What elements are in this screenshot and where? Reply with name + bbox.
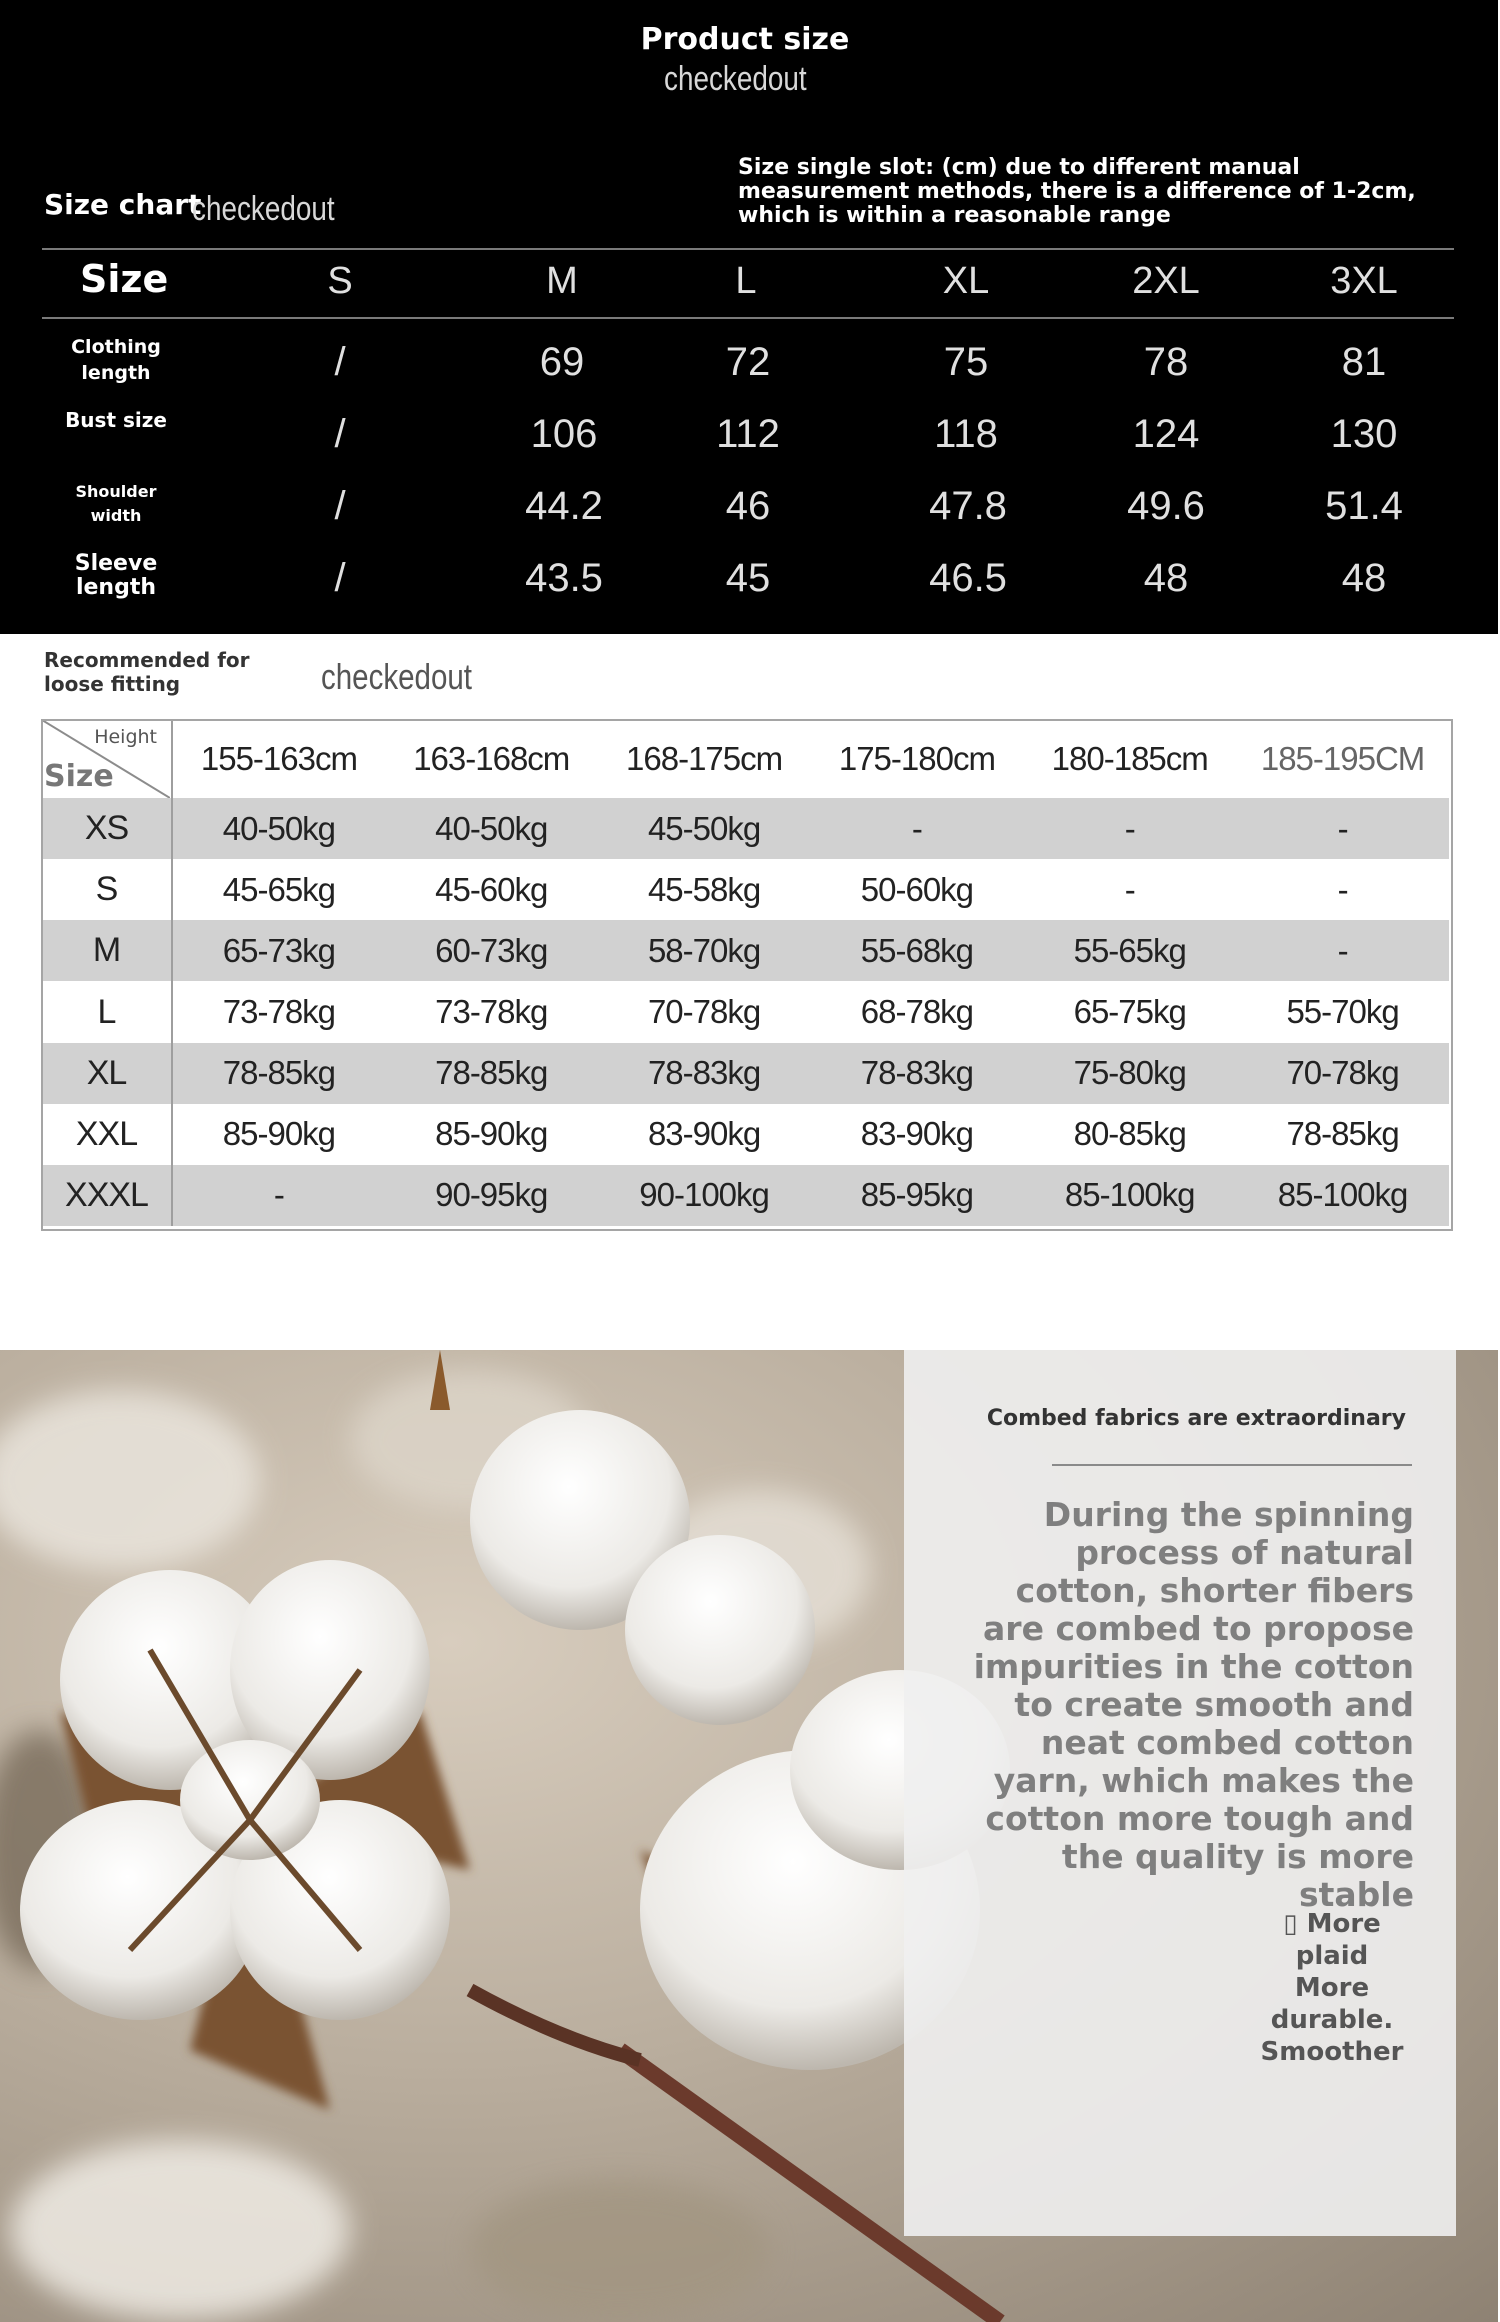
cell: 46: [725, 484, 771, 528]
measurement-note: Size single slot: (cm) due to different manual measurement methods, there is a difference of 1-2cm, which is within a reasonable range: [738, 155, 1416, 228]
fabric-title: Combed fabrics are extraordinary: [986, 1406, 1406, 1431]
weight-cell: 80-85kg: [1023, 1104, 1236, 1165]
row-label-clothing-length: Clothing length: [71, 336, 161, 384]
weight-cell: 75-80kg: [1023, 1043, 1236, 1104]
size-col-3xl: 3XL: [1330, 260, 1398, 302]
size-cell: M: [42, 920, 172, 981]
weight-cell: 85-100kg: [1236, 1165, 1449, 1226]
weight-cell: 60-73kg: [385, 920, 598, 981]
height-header: 180-185cm: [1023, 720, 1236, 798]
divider: [42, 248, 1454, 250]
table-corner: [42, 720, 172, 798]
weight-cell: 90-100kg: [598, 1165, 811, 1226]
row-label-sleeve-length: Sleeve length: [74, 551, 158, 600]
size-col-l: L: [735, 260, 757, 302]
weight-cell: 45-65kg: [172, 859, 385, 920]
divider: [1052, 1464, 1412, 1466]
cell: /: [334, 412, 346, 456]
size-cell: L: [42, 981, 172, 1042]
cell: 48: [1341, 556, 1387, 600]
cell: 46.5: [929, 556, 1007, 600]
height-axis-label: Height: [94, 726, 157, 748]
feature-item: More durable.: [1270, 1973, 1394, 2035]
weight-cell: 40-50kg: [385, 798, 598, 859]
weight-cell: -: [172, 1165, 385, 1226]
table-row: [42, 981, 1449, 1042]
weight-cell: 78-85kg: [172, 1043, 385, 1104]
height-header: 185-195CM: [1236, 720, 1449, 798]
weight-cell: -: [1023, 859, 1236, 920]
weight-cell: 58-70kg: [598, 920, 811, 981]
size-col-m: M: [546, 260, 578, 302]
cell: 81: [1341, 340, 1387, 384]
cell: 130: [1330, 412, 1398, 456]
cell: 75: [943, 340, 989, 384]
feature-item: ▯ More plaid: [1283, 1909, 1381, 1971]
size-cell: XS: [42, 798, 172, 859]
weight-cell: 40-50kg: [172, 798, 385, 859]
weight-cell: 90-95kg: [385, 1165, 598, 1226]
cell: 51.4: [1325, 484, 1403, 528]
cell: 124: [1132, 412, 1200, 456]
cell: 106: [530, 412, 598, 456]
cell: 47.8: [929, 484, 1007, 528]
weight-cell: 55-65kg: [1023, 920, 1236, 981]
cell: 78: [1143, 340, 1189, 384]
size-cell: XXXL: [42, 1165, 172, 1226]
size-chart-section: [0, 0, 1498, 634]
weight-cell: 83-90kg: [598, 1104, 811, 1165]
feature-list: [1252, 1908, 1412, 2068]
weight-cell: -: [1236, 920, 1449, 981]
weight-cell: 78-85kg: [385, 1043, 598, 1104]
recommend-label: Recommended for loose fitting: [44, 648, 250, 696]
height-header: 155-163cm: [172, 720, 385, 798]
brand-watermark: checkedout: [664, 60, 807, 98]
weight-cell: 85-100kg: [1023, 1165, 1236, 1226]
divider: [42, 317, 1454, 319]
table-row: [42, 920, 1449, 981]
weight-cell: -: [1023, 798, 1236, 859]
table-row: [42, 1104, 1449, 1165]
feature-item: Smoother: [1260, 2037, 1404, 2067]
size-col-s: S: [327, 260, 353, 302]
weight-cell: 85-95kg: [810, 1165, 1023, 1226]
brand-watermark: checkedout: [321, 656, 472, 697]
weight-cell: 78-85kg: [1236, 1104, 1449, 1165]
cell: /: [334, 340, 346, 384]
weight-cell: 45-60kg: [385, 859, 598, 920]
weight-cell: 55-70kg: [1236, 981, 1449, 1042]
cotton-photo: [0, 1350, 1498, 2322]
weight-cell: 78-83kg: [810, 1043, 1023, 1104]
fabric-description: During the spinning process of natural cotton, shorter fibers are combed to propose impurities in the cotton to create smooth and neat combed cotton yarn, which makes the cotton more tough and the quality is more stable: [973, 1495, 1414, 1914]
size-chart-label: Size chart: [44, 188, 202, 221]
cell: /: [334, 484, 346, 528]
brand-watermark: checkedout: [192, 190, 335, 228]
size-cell: XL: [42, 1043, 172, 1104]
weight-cell: 85-90kg: [172, 1104, 385, 1165]
weight-cell: 50-60kg: [810, 859, 1023, 920]
table-row: [42, 1165, 1449, 1226]
weight-cell: 45-58kg: [598, 859, 811, 920]
cell: /: [334, 556, 346, 600]
size-col-xl: XL: [942, 260, 990, 302]
weight-cell: 70-78kg: [1236, 1043, 1449, 1104]
cell: 49.6: [1127, 484, 1205, 528]
weight-cell: -: [1236, 859, 1449, 920]
table-row: [42, 798, 1449, 859]
cell: 72: [725, 340, 771, 384]
weight-cell: 55-68kg: [810, 920, 1023, 981]
size-cell: S: [42, 859, 172, 920]
weight-cell: 65-73kg: [172, 920, 385, 981]
size-col-2xl: 2XL: [1132, 260, 1200, 302]
cell: 44.2: [525, 484, 603, 528]
row-label-shoulder-width: Shoulder width: [75, 482, 157, 525]
fabric-info-panel: [904, 1350, 1456, 2236]
weight-cell: 85-90kg: [385, 1104, 598, 1165]
cell: 43.5: [525, 556, 603, 600]
weight-cell: 83-90kg: [810, 1104, 1023, 1165]
cell: 45: [725, 556, 771, 600]
weight-cell: 65-75kg: [1023, 981, 1236, 1042]
weight-cell: 70-78kg: [598, 981, 811, 1042]
table-row: [42, 1043, 1449, 1104]
cell: 69: [539, 340, 585, 384]
height-header: 175-180cm: [810, 720, 1023, 798]
product-size-title: Product size: [640, 22, 850, 57]
weight-cell: -: [1236, 798, 1449, 859]
weight-cell: 78-83kg: [598, 1043, 811, 1104]
cell: 112: [716, 412, 780, 456]
weight-cell: 68-78kg: [810, 981, 1023, 1042]
cell: 48: [1143, 556, 1189, 600]
table-header-row: [42, 720, 1449, 798]
cell: 118: [934, 412, 998, 456]
height-weight-table: [42, 720, 1450, 1226]
size-column-header: Size: [80, 257, 169, 301]
row-label-bust-size: Bust size: [65, 408, 167, 432]
size-axis-label: Size: [44, 759, 114, 795]
size-cell: XXL: [42, 1104, 172, 1165]
weight-cell: -: [810, 798, 1023, 859]
weight-cell: 45-50kg: [598, 798, 811, 859]
height-header: 168-175cm: [598, 720, 811, 798]
weight-cell: 73-78kg: [172, 981, 385, 1042]
weight-cell: 73-78kg: [385, 981, 598, 1042]
table-row: [42, 859, 1449, 920]
height-header: 163-168cm: [385, 720, 598, 798]
